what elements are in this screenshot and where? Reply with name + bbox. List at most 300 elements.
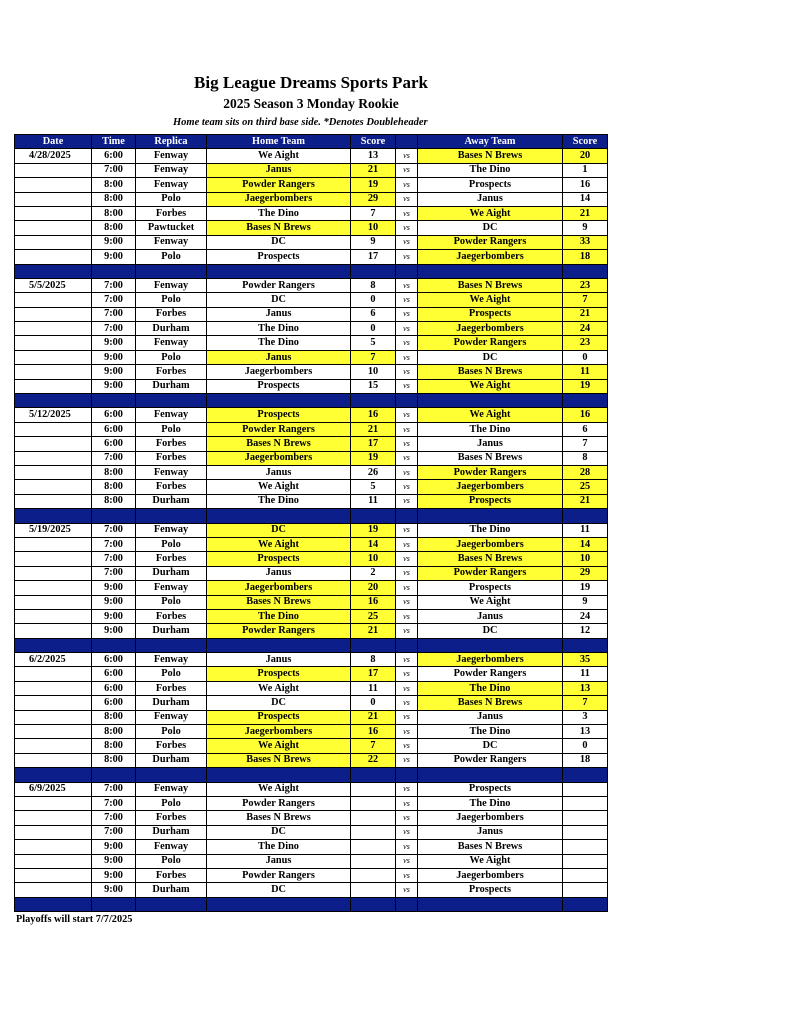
away-team-cell: Bases N Brews [418,696,563,710]
vs-cell: vs [396,681,418,695]
time-cell: 8:00 [92,753,136,767]
away-team-cell: The Dino [418,163,563,177]
away-team-cell: We Aight [418,408,563,422]
date-cell [15,681,92,695]
time-cell: 9:00 [92,365,136,379]
table-row [15,408,608,422]
home-team-cell: Janus [207,163,351,177]
date-cell [15,753,92,767]
home-team-cell: The Dino [207,206,351,220]
time-cell: 8:00 [92,494,136,508]
date-cell [15,840,92,854]
separator-cell [136,264,207,278]
table-row [15,696,608,710]
replica-cell: Polo [136,192,207,206]
vs-cell: vs [396,566,418,580]
table-row [15,753,608,767]
table-row [15,883,608,897]
week-separator-row [15,264,608,278]
time-cell: 6:00 [92,681,136,695]
playoffs-note: Playoffs will start 7/7/2025 [16,914,133,925]
separator-cell [351,264,396,278]
separator-cell [15,638,92,652]
table-row [15,322,608,336]
vs-cell: vs [396,422,418,436]
replica-cell: Forbes [136,739,207,753]
away-team-cell: Jaegerbombers [418,811,563,825]
home-score-cell [351,782,396,796]
separator-cell [15,394,92,408]
vs-cell: vs [396,825,418,839]
date-cell [15,739,92,753]
date-cell [15,796,92,810]
date-cell: 6/9/2025 [15,782,92,796]
date-cell [15,350,92,364]
away-team-cell: DC [418,739,563,753]
replica-cell: Fenway [136,653,207,667]
home-score-cell: 11 [351,494,396,508]
home-team-cell: Powder Rangers [207,796,351,810]
week-separator-row [15,638,608,652]
separator-cell [207,897,351,911]
date-cell [15,710,92,724]
replica-cell: Forbes [136,451,207,465]
table-row [15,206,608,220]
vs-cell: vs [396,609,418,623]
separator-cell [396,897,418,911]
date-cell [15,624,92,638]
date-cell [15,365,92,379]
separator-cell [15,768,92,782]
time-cell: 7:00 [92,796,136,810]
home-team-cell: We Aight [207,739,351,753]
date-cell [15,811,92,825]
date-cell: 5/19/2025 [15,523,92,537]
column-header-replica: Replica [136,135,207,149]
vs-cell: vs [396,883,418,897]
time-cell: 9:00 [92,235,136,249]
home-team-cell: We Aight [207,480,351,494]
away-team-cell: Powder Rangers [418,235,563,249]
date-cell [15,250,92,264]
column-header-away-team: Away Team [418,135,563,149]
table-row [15,566,608,580]
away-score-cell: 33 [563,235,608,249]
away-team-cell: DC [418,624,563,638]
separator-cell [92,897,136,911]
home-score-cell: 7 [351,206,396,220]
vs-cell: vs [396,696,418,710]
away-score-cell: 11 [563,365,608,379]
time-cell: 7:00 [92,307,136,321]
home-score-cell: 29 [351,192,396,206]
away-score-cell: 0 [563,350,608,364]
vs-cell: vs [396,206,418,220]
time-cell: 7:00 [92,825,136,839]
away-team-cell: The Dino [418,796,563,810]
replica-cell: Forbes [136,365,207,379]
separator-cell [396,638,418,652]
away-team-cell: Powder Rangers [418,566,563,580]
home-team-cell: We Aight [207,537,351,551]
away-score-cell: 18 [563,250,608,264]
time-cell: 7:00 [92,523,136,537]
table-row [15,739,608,753]
time-cell: 9:00 [92,595,136,609]
home-score-cell [351,811,396,825]
home-score-cell: 19 [351,178,396,192]
date-cell [15,437,92,451]
vs-cell: vs [396,192,418,206]
table-row [15,624,608,638]
table-row [15,825,608,839]
separator-cell [396,394,418,408]
time-cell: 8:00 [92,178,136,192]
table-row [15,178,608,192]
table-row [15,163,608,177]
away-team-cell: DC [418,350,563,364]
date-cell [15,494,92,508]
separator-cell [418,509,563,523]
vs-cell: vs [396,307,418,321]
separator-cell [136,394,207,408]
home-team-cell: We Aight [207,681,351,695]
table-row [15,609,608,623]
time-cell: 6:00 [92,696,136,710]
home-team-cell: Jaegerbombers [207,365,351,379]
away-team-cell: Powder Rangers [418,336,563,350]
date-cell [15,883,92,897]
vs-cell: vs [396,595,418,609]
home-team-cell: DC [207,235,351,249]
home-score-cell: 19 [351,451,396,465]
away-team-cell: Prospects [418,782,563,796]
home-team-cell: We Aight [207,782,351,796]
away-score-cell: 19 [563,581,608,595]
separator-cell [207,768,351,782]
date-cell [15,854,92,868]
column-header-date: Date [15,135,92,149]
date-cell [15,552,92,566]
week-separator-row [15,897,608,911]
vs-cell: vs [396,250,418,264]
table-row [15,710,608,724]
away-score-cell: 12 [563,624,608,638]
table-row [15,725,608,739]
time-cell: 9:00 [92,379,136,393]
vs-cell: vs [396,163,418,177]
separator-cell [92,509,136,523]
away-score-cell: 8 [563,451,608,465]
away-team-cell: We Aight [418,293,563,307]
home-score-cell: 15 [351,379,396,393]
away-score-cell: 19 [563,379,608,393]
vs-cell: vs [396,552,418,566]
vs-cell: vs [396,753,418,767]
replica-cell: Fenway [136,782,207,796]
column-header-time: Time [92,135,136,149]
date-cell: 5/12/2025 [15,408,92,422]
date-cell [15,609,92,623]
separator-cell [351,394,396,408]
date-cell [15,293,92,307]
away-score-cell: 24 [563,322,608,336]
replica-cell: Polo [136,796,207,810]
time-cell: 9:00 [92,854,136,868]
home-team-cell: Bases N Brews [207,221,351,235]
home-score-cell: 21 [351,710,396,724]
away-team-cell: Jaegerbombers [418,250,563,264]
home-team-cell: Bases N Brews [207,811,351,825]
date-cell [15,537,92,551]
table-row [15,494,608,508]
replica-cell: Fenway [136,178,207,192]
away-score-cell: 29 [563,566,608,580]
time-cell: 8:00 [92,192,136,206]
home-team-cell: Powder Rangers [207,178,351,192]
vs-cell: vs [396,149,418,163]
replica-cell: Durham [136,883,207,897]
home-score-cell: 7 [351,350,396,364]
time-cell: 9:00 [92,883,136,897]
time-cell: 7:00 [92,322,136,336]
vs-cell: vs [396,235,418,249]
home-team-cell: Bases N Brews [207,595,351,609]
home-score-cell: 13 [351,149,396,163]
separator-cell [396,768,418,782]
home-score-cell: 10 [351,221,396,235]
home-team-cell: Janus [207,307,351,321]
away-team-cell: Powder Rangers [418,753,563,767]
table-row [15,149,608,163]
away-score-cell: 28 [563,465,608,479]
vs-cell: vs [396,322,418,336]
vs-cell: vs [396,868,418,882]
time-cell: 6:00 [92,149,136,163]
away-score-cell [563,782,608,796]
time-cell: 9:00 [92,581,136,595]
time-cell: 9:00 [92,868,136,882]
vs-cell: vs [396,494,418,508]
vs-cell: vs [396,178,418,192]
replica-cell: Fenway [136,163,207,177]
table-row [15,235,608,249]
home-team-cell: The Dino [207,494,351,508]
home-team-cell: The Dino [207,322,351,336]
separator-cell [92,394,136,408]
time-cell: 6:00 [92,422,136,436]
page-title: Big League Dreams Sports Park [194,73,428,92]
table-row [15,537,608,551]
separator-cell [92,638,136,652]
table-row [15,581,608,595]
away-team-cell: Bases N Brews [418,365,563,379]
table-row [15,221,608,235]
away-score-cell: 21 [563,307,608,321]
replica-cell: Pawtucket [136,221,207,235]
replica-cell: Forbes [136,681,207,695]
home-team-cell: Janus [207,465,351,479]
separator-cell [351,638,396,652]
replica-cell: Forbes [136,552,207,566]
separator-cell [136,768,207,782]
replica-cell: Polo [136,537,207,551]
date-cell: 5/5/2025 [15,278,92,292]
separator-cell [418,897,563,911]
vs-cell: vs [396,854,418,868]
separator-cell [136,509,207,523]
away-score-cell: 13 [563,725,608,739]
home-team-cell: Jaegerbombers [207,725,351,739]
away-score-cell: 35 [563,653,608,667]
home-team-cell: Prospects [207,710,351,724]
separator-cell [563,638,608,652]
away-team-cell: DC [418,221,563,235]
away-team-cell: Janus [418,437,563,451]
time-cell: 8:00 [92,465,136,479]
away-team-cell: Bases N Brews [418,552,563,566]
away-score-cell: 23 [563,336,608,350]
table-row [15,307,608,321]
away-score-cell: 21 [563,206,608,220]
home-score-cell: 0 [351,293,396,307]
table-row [15,782,608,796]
vs-cell: vs [396,221,418,235]
home-team-cell: Janus [207,854,351,868]
table-row [15,451,608,465]
separator-cell [207,509,351,523]
date-cell [15,221,92,235]
away-team-cell: Jaegerbombers [418,480,563,494]
away-team-cell: Bases N Brews [418,451,563,465]
vs-cell: vs [396,437,418,451]
home-team-cell: Bases N Brews [207,753,351,767]
column-header-away-score: Score [563,135,608,149]
away-team-cell: Jaegerbombers [418,653,563,667]
away-score-cell: 24 [563,609,608,623]
separator-cell [15,509,92,523]
home-score-cell: 5 [351,480,396,494]
vs-cell: vs [396,523,418,537]
away-team-cell: Powder Rangers [418,465,563,479]
away-team-cell: We Aight [418,206,563,220]
time-cell: 9:00 [92,250,136,264]
time-cell: 6:00 [92,653,136,667]
time-cell: 8:00 [92,206,136,220]
time-cell: 9:00 [92,609,136,623]
home-score-cell: 21 [351,624,396,638]
home-team-cell: Janus [207,566,351,580]
time-cell: 6:00 [92,408,136,422]
date-cell [15,192,92,206]
separator-cell [92,768,136,782]
vs-cell: vs [396,408,418,422]
table-row [15,350,608,364]
table-row [15,422,608,436]
vs-cell: vs [396,840,418,854]
home-team-cell: Prospects [207,250,351,264]
home-team-cell: Janus [207,653,351,667]
time-cell: 9:00 [92,336,136,350]
away-score-cell: 18 [563,753,608,767]
away-team-cell: Bases N Brews [418,278,563,292]
replica-cell: Polo [136,350,207,364]
home-score-cell: 20 [351,581,396,595]
replica-cell: Fenway [136,840,207,854]
table-row [15,868,608,882]
date-cell [15,480,92,494]
separator-cell [351,897,396,911]
date-cell [15,322,92,336]
replica-cell: Fenway [136,336,207,350]
away-team-cell: The Dino [418,422,563,436]
home-team-cell: DC [207,883,351,897]
away-team-cell: Prospects [418,307,563,321]
replica-cell: Forbes [136,206,207,220]
home-score-cell [351,868,396,882]
table-row [15,854,608,868]
away-team-cell: The Dino [418,523,563,537]
separator-cell [396,509,418,523]
time-cell: 8:00 [92,480,136,494]
away-team-cell: Jaegerbombers [418,322,563,336]
home-team-cell: DC [207,825,351,839]
replica-cell: Polo [136,293,207,307]
home-team-cell: Powder Rangers [207,624,351,638]
date-cell [15,595,92,609]
table-row [15,552,608,566]
vs-cell: vs [396,379,418,393]
date-cell [15,696,92,710]
separator-cell [563,509,608,523]
home-score-cell: 17 [351,667,396,681]
home-team-cell: The Dino [207,336,351,350]
separator-cell [15,264,92,278]
table-row [15,250,608,264]
vs-cell: vs [396,365,418,379]
home-team-cell: Jaegerbombers [207,451,351,465]
replica-cell: Durham [136,322,207,336]
date-cell [15,667,92,681]
week-separator-row [15,509,608,523]
away-score-cell [563,840,608,854]
away-score-cell [563,825,608,839]
away-score-cell: 20 [563,149,608,163]
home-score-cell: 26 [351,465,396,479]
separator-cell [418,638,563,652]
vs-cell: vs [396,811,418,825]
replica-cell: Forbes [136,609,207,623]
vs-cell: vs [396,710,418,724]
table-row [15,192,608,206]
date-cell [15,163,92,177]
away-score-cell: 11 [563,667,608,681]
replica-cell: Durham [136,566,207,580]
date-cell [15,451,92,465]
home-score-cell [351,854,396,868]
time-cell: 7:00 [92,293,136,307]
away-team-cell: Jaegerbombers [418,868,563,882]
page-subtitle: 2025 Season 3 Monday Rookie [223,96,399,111]
home-score-cell: 17 [351,437,396,451]
vs-cell: vs [396,581,418,595]
home-score-cell: 6 [351,307,396,321]
replica-cell: Fenway [136,710,207,724]
home-score-cell: 8 [351,278,396,292]
away-team-cell: Janus [418,609,563,623]
away-score-cell [563,883,608,897]
replica-cell: Polo [136,595,207,609]
